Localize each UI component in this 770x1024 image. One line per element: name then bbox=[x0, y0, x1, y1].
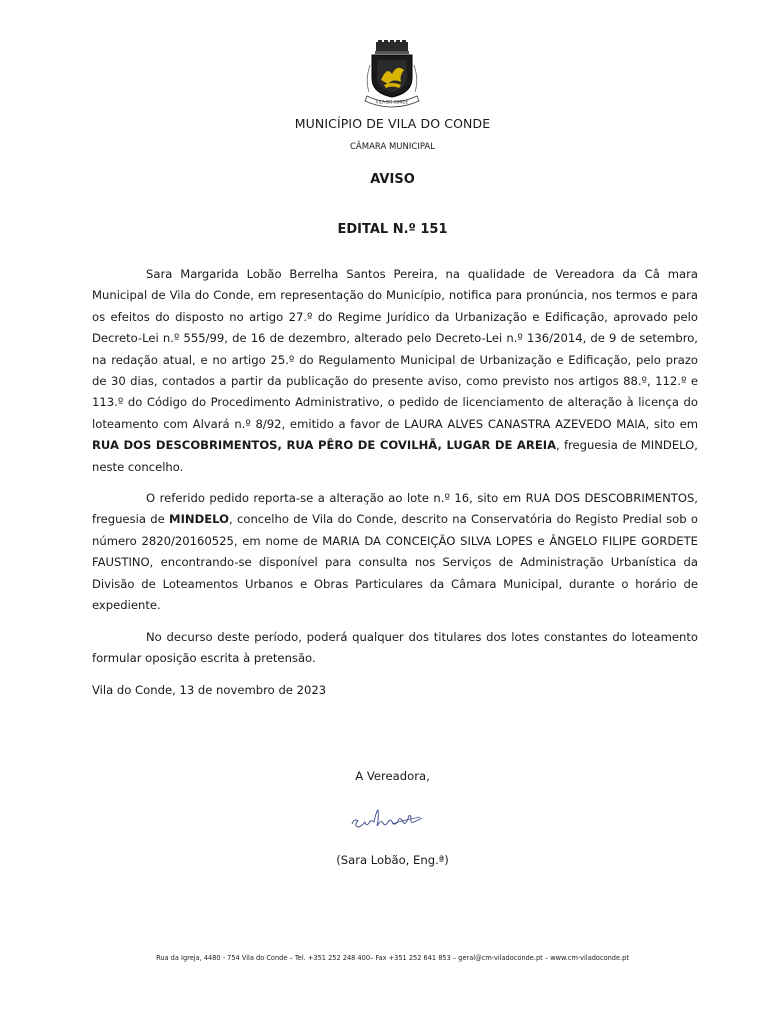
paragraph-2: O referido pedido reporta-se a alteração ao lote n.º 16, sito em RUA DOS DESCOBRIMENTOS, freguesia de MINDELO, concelho de Vila do Conde, descrito na Conservatória do Registo Predial sob o número 2820/20160525, em nome de MARIA DA CONCEIÇÃO SILVA LOPES e ÂNGELO FILIPE GORDETE FAUSTINO, encontrando-se disponível para consulta nos Serviços de Administração Urbanística da Divisão de Loteamentos Urbanos e Obras Particulares da Câmara Municipal, durante o horário de expediente. bbox=[92, 491, 698, 613]
signature-icon bbox=[348, 804, 424, 834]
footer-contact: Rua da Igreja, 4480 - 754 Vila do Conde – Tel. +351 252 248 400– Fax +351 252 641 853 – geral@cm-viladoconde.pt – www.cm-viladoconde.pt bbox=[156, 954, 629, 962]
notice-title: AVISO bbox=[370, 172, 415, 187]
paragraph-3: No decurso deste período, poderá qualquer dos titulares dos lotes constantes do loteamento formular oposição escrita à pretensão. bbox=[92, 629, 698, 665]
signer-name: (Sara Lobão, Eng.ª) bbox=[336, 853, 449, 867]
organization-name: MUNICÍPIO DE VILA DO CONDE bbox=[294, 116, 491, 131]
organization-subtitle: CÂMARA MUNICIPAL bbox=[350, 142, 435, 152]
notice-body bbox=[92, 264, 698, 669]
place-and-date: Vila do Conde, 13 de novembro de 2023 bbox=[92, 683, 327, 697]
crest-motto: VILA DO CONDE bbox=[375, 99, 409, 105]
paragraph-1: Sara Margarida Lobão Berrelha Santos Pereira, na qualidade de Vereadora da Câ mara Municipal de Vila do Conde, em representação do Município, notifica para pronúncia, nos termos e para os efeitos do disposto no artigo 27.º do Regime Jurídico da Urbanização e Edificação, aprovado pelo Decreto-Lei n.º 555/99, de 16 de dezembro, alterado pelo Decreto-Lei n.º 136/2014, de 9 de setembro, na redação atual, e no artigo 25.º do Regulamento Municipal de Urbanização e Edificação, pelo prazo de 30 dias, contados a partir da publicação do presente aviso, como previsto nos artigos 88.º, 112.º e 113.º do Código do Procedimento Administrativo, o pedido de licenciamento de alteração à licença do loteamento com Alvará n.º 8/92, emitido a favor de LAURA ALVES CANASTRA AZEVEDO MAIA, sito em RUA DOS DESCOBRIMENTOS, RUA PÊRO DE COVILHÃ, LUGAR DE AREIA, freguesia de MINDELO, neste concelho. bbox=[92, 267, 698, 474]
signer-title: A Vereadora, bbox=[355, 769, 430, 783]
coat-of-arms-icon bbox=[357, 40, 427, 110]
edital-number: EDITAL N.º 151 bbox=[337, 222, 448, 237]
